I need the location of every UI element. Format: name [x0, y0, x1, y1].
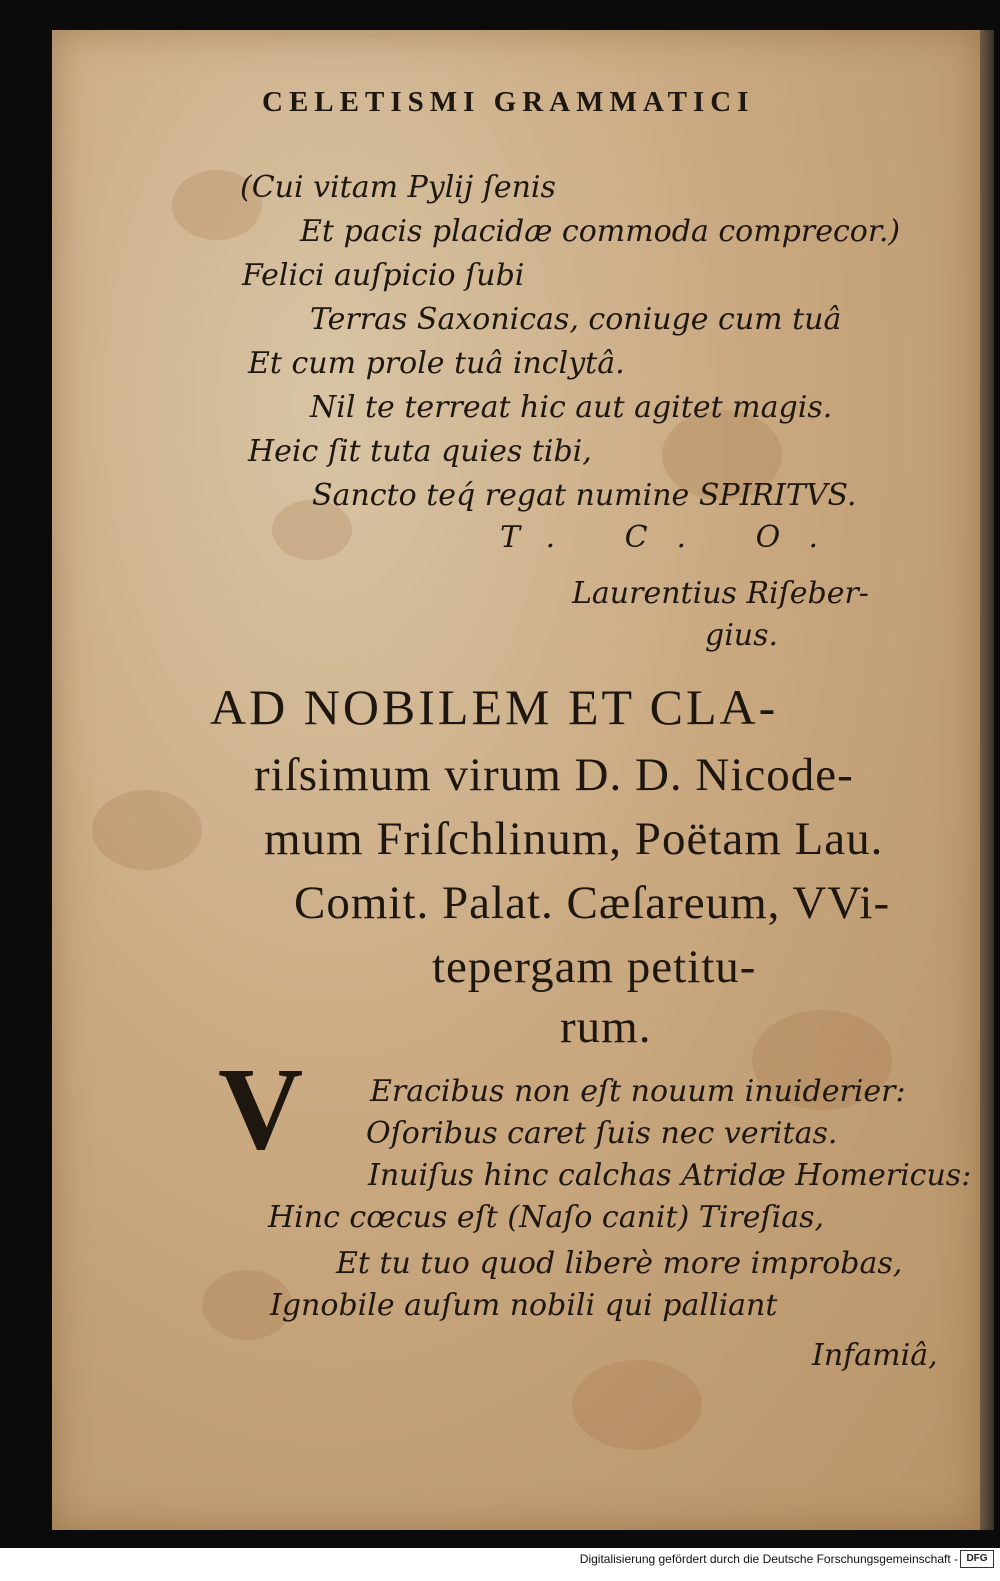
verse-line: Hinc cœcus eſt (Naſo canit) Tireſias, — [268, 1200, 825, 1235]
poem-line: Sancto teq́ regat numine SPIRITVS. — [312, 478, 857, 513]
page-edge — [980, 30, 994, 1530]
poem-line: Terras Saxonicas, coniuge cum tuâ — [310, 302, 842, 337]
heading-line: rum. — [560, 1001, 652, 1053]
drop-capital: V — [218, 1043, 304, 1174]
heading-line: AD NOBILEM ET CLA- — [210, 679, 779, 735]
author-name: Laurentius Riſeber- — [572, 576, 869, 611]
verse-line: Et tu tuo quod liberè more improbas, — [336, 1246, 903, 1281]
poem-line: Nil te terreat hic aut agitet magis. — [310, 390, 833, 425]
verse-line: Oſoribus caret ſuis nec veritas. — [366, 1116, 838, 1151]
poem-line: Et pacis placidæ commoda comprecor.) — [300, 214, 901, 249]
poem-line: Felici auſpicio ſubi — [242, 258, 525, 293]
heading-line: mum Friſchlinum, Poëtam Lau. — [264, 813, 884, 865]
heading-line: Comit. Palat. Cæſareum, VVi- — [294, 877, 891, 929]
footer-credit: Digitalisierung gefördert durch die Deutsche Forschungsgemeinschaft - — [579, 1552, 958, 1566]
running-head: CELETISMI GRAMMATICI — [262, 86, 755, 118]
poem-line: Et cum prole tuâ inclytâ. — [248, 346, 625, 381]
poem-line: Heic ſit tuta quies tibi, — [248, 434, 592, 469]
signature-initials: T. C. O. — [500, 520, 849, 555]
dfg-logo: DFG — [960, 1550, 994, 1568]
verse-line: Inuiſus hinc calchas Atridæ Homericus: — [368, 1158, 972, 1193]
stain — [572, 1360, 702, 1450]
catchword: Infamiâ, — [812, 1338, 938, 1373]
author-name-continued: gius. — [705, 618, 779, 653]
heading-line: tepergam petitu- — [432, 941, 757, 993]
verse-line: Ignobile auſum nobili qui palliant — [270, 1288, 778, 1323]
stain — [92, 790, 202, 870]
heading-line: riſsimum virum D. D. Nicode- — [254, 749, 854, 801]
verse-line: Eracibus non eſt nouum inuiderier: — [370, 1074, 906, 1109]
poem-line: (Cui vitam Pylij ſenis — [240, 170, 556, 205]
